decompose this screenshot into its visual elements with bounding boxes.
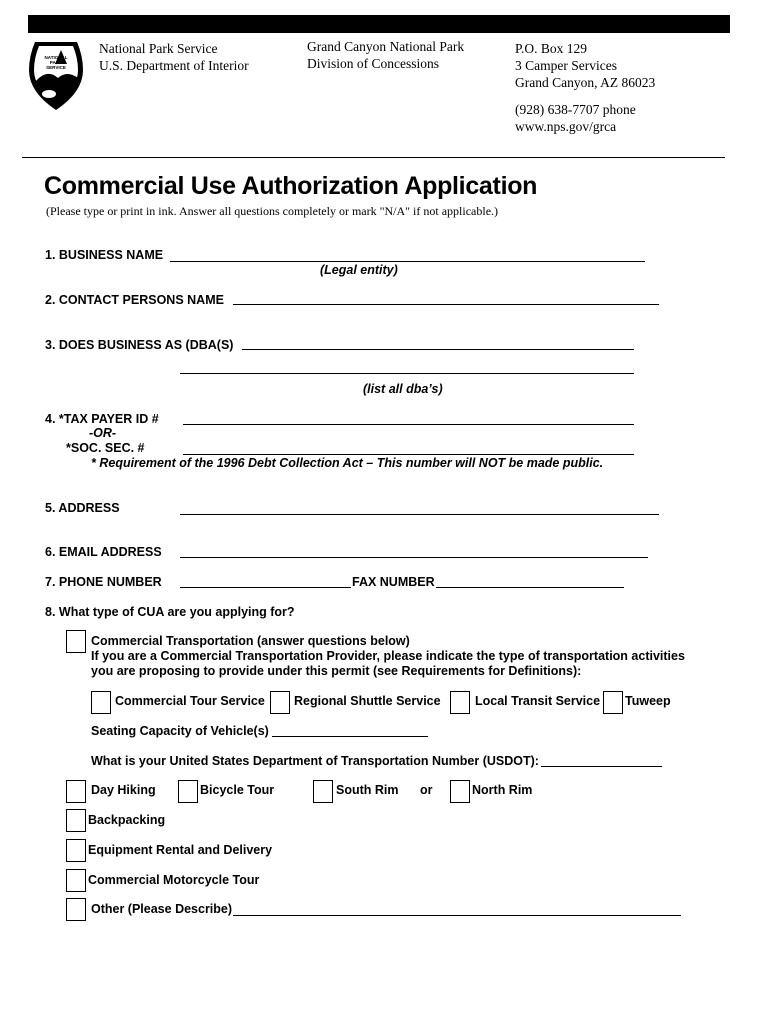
- ssn-field[interactable]: [183, 442, 634, 455]
- usdot-field[interactable]: [541, 754, 662, 767]
- other-description-field[interactable]: [233, 903, 681, 916]
- other-checkbox[interactable]: [66, 898, 86, 921]
- contact-persons-label: 2. CONTACT PERSONS NAME: [45, 293, 224, 307]
- address-field[interactable]: [180, 502, 659, 515]
- street: 3 Camper Services: [515, 58, 617, 73]
- dba-field-2[interactable]: [180, 361, 634, 374]
- other-label: Other (Please Describe): [91, 902, 233, 916]
- nps-arrowhead-logo: [27, 40, 85, 112]
- regional-shuttle-checkbox[interactable]: [270, 691, 290, 714]
- email-field[interactable]: [180, 545, 648, 558]
- legal-entity-note: (Legal entity): [320, 263, 398, 277]
- division-name: Division of Concessions: [307, 56, 440, 71]
- tuweep-label: Tuweep: [625, 694, 671, 708]
- ssn-label: *SOC. SEC. #: [66, 441, 145, 455]
- header-divider: [22, 157, 725, 158]
- local-transit-checkbox[interactable]: [450, 691, 470, 714]
- seating-capacity-label: Seating Capacity of Vehicle(s): [91, 724, 269, 738]
- transport-desc-1: If you are a Commercial Transportation Provider, please indicate the type of transportation activities: [91, 649, 685, 663]
- phone: (928) 638-7707 phone: [515, 102, 636, 117]
- header-agency: [99, 40, 249, 74]
- motorcycle-tour-label: Commercial Motorcycle Tour: [88, 873, 260, 887]
- local-transit-label: Local Transit Service: [475, 694, 601, 708]
- header-address: [515, 40, 655, 135]
- business-name-label: 1. BUSINESS NAME: [45, 248, 164, 262]
- cua-type-question: 8. What type of CUA are you applying for?: [45, 605, 295, 619]
- dba-note: (list all dba’s): [363, 382, 443, 396]
- address-label: 5. ADDRESS: [45, 501, 120, 515]
- dba-label: 3. DOES BUSINESS AS (DBA(S): [45, 338, 234, 352]
- instructions: (Please type or print in ink. Answer all questions completely or mark "N/A" if not applicable.): [46, 204, 499, 218]
- bicycle-tour-label: Bicycle Tour: [200, 783, 275, 797]
- fax-label: FAX NUMBER: [352, 575, 435, 589]
- website: www.nps.gov/grca: [515, 119, 617, 134]
- day-hiking-label: Day Hiking: [91, 783, 156, 797]
- transport-desc-2: you are proposing to provide under this permit (see Requirements for Definitions):: [91, 664, 582, 678]
- bicycle-tour-checkbox[interactable]: [178, 780, 198, 803]
- logo-text: NATIONAL PARK SERVICE: [44, 55, 68, 70]
- header-park: [307, 38, 464, 72]
- fax-field[interactable]: [436, 575, 624, 588]
- tax-id-label: 4. *TAX PAYER ID #: [45, 412, 159, 426]
- email-label: 6. EMAIL ADDRESS: [45, 545, 162, 559]
- equipment-rental-checkbox[interactable]: [66, 839, 86, 862]
- phone-label: 7. PHONE NUMBER: [45, 575, 162, 589]
- tax-id-or: -OR-: [89, 426, 117, 440]
- city-state-zip: Grand Canyon, AZ 86023: [515, 75, 656, 90]
- header-bar: [28, 15, 730, 33]
- park-name: Grand Canyon National Park: [307, 39, 465, 54]
- seating-capacity-field[interactable]: [272, 724, 428, 737]
- dba-field-1[interactable]: [242, 337, 634, 350]
- business-name-field[interactable]: [170, 249, 645, 262]
- department-name: U.S. Department of Interior: [99, 58, 249, 73]
- page-title: Commercial Use Authorization Application: [44, 172, 538, 200]
- north-rim-checkbox[interactable]: [450, 780, 470, 803]
- equipment-rental-label: Equipment Rental and Delivery: [88, 843, 273, 857]
- agency-name: National Park Service: [99, 41, 218, 56]
- commercial-tour-checkbox[interactable]: [91, 691, 111, 714]
- usdot-label: What is your United States Department of Transportation Number (USDOT):: [91, 754, 539, 768]
- rim-or: or: [420, 783, 433, 797]
- backpacking-label: Backpacking: [88, 813, 166, 827]
- tax-id-field[interactable]: [183, 412, 634, 425]
- contact-persons-field[interactable]: [233, 292, 659, 305]
- day-hiking-checkbox[interactable]: [66, 780, 86, 803]
- motorcycle-tour-checkbox[interactable]: [66, 869, 86, 892]
- backpacking-checkbox[interactable]: [66, 809, 86, 832]
- commercial-transportation-checkbox[interactable]: [66, 630, 86, 653]
- north-rim-label: North Rim: [472, 783, 533, 797]
- tuweep-checkbox[interactable]: [603, 691, 623, 714]
- south-rim-label: South Rim: [336, 783, 399, 797]
- transport-title: Commercial Transportation (answer questions below): [91, 634, 410, 648]
- south-rim-checkbox[interactable]: [313, 780, 333, 803]
- phone-field[interactable]: [180, 575, 351, 588]
- commercial-tour-label: Commercial Tour Service: [115, 694, 265, 708]
- debt-collection-note: * Requirement of the 1996 Debt Collection Act – This number will NOT be made public.: [91, 456, 604, 470]
- regional-shuttle-label: Regional Shuttle Service: [294, 694, 441, 708]
- po-box: P.O. Box 129: [515, 41, 588, 56]
